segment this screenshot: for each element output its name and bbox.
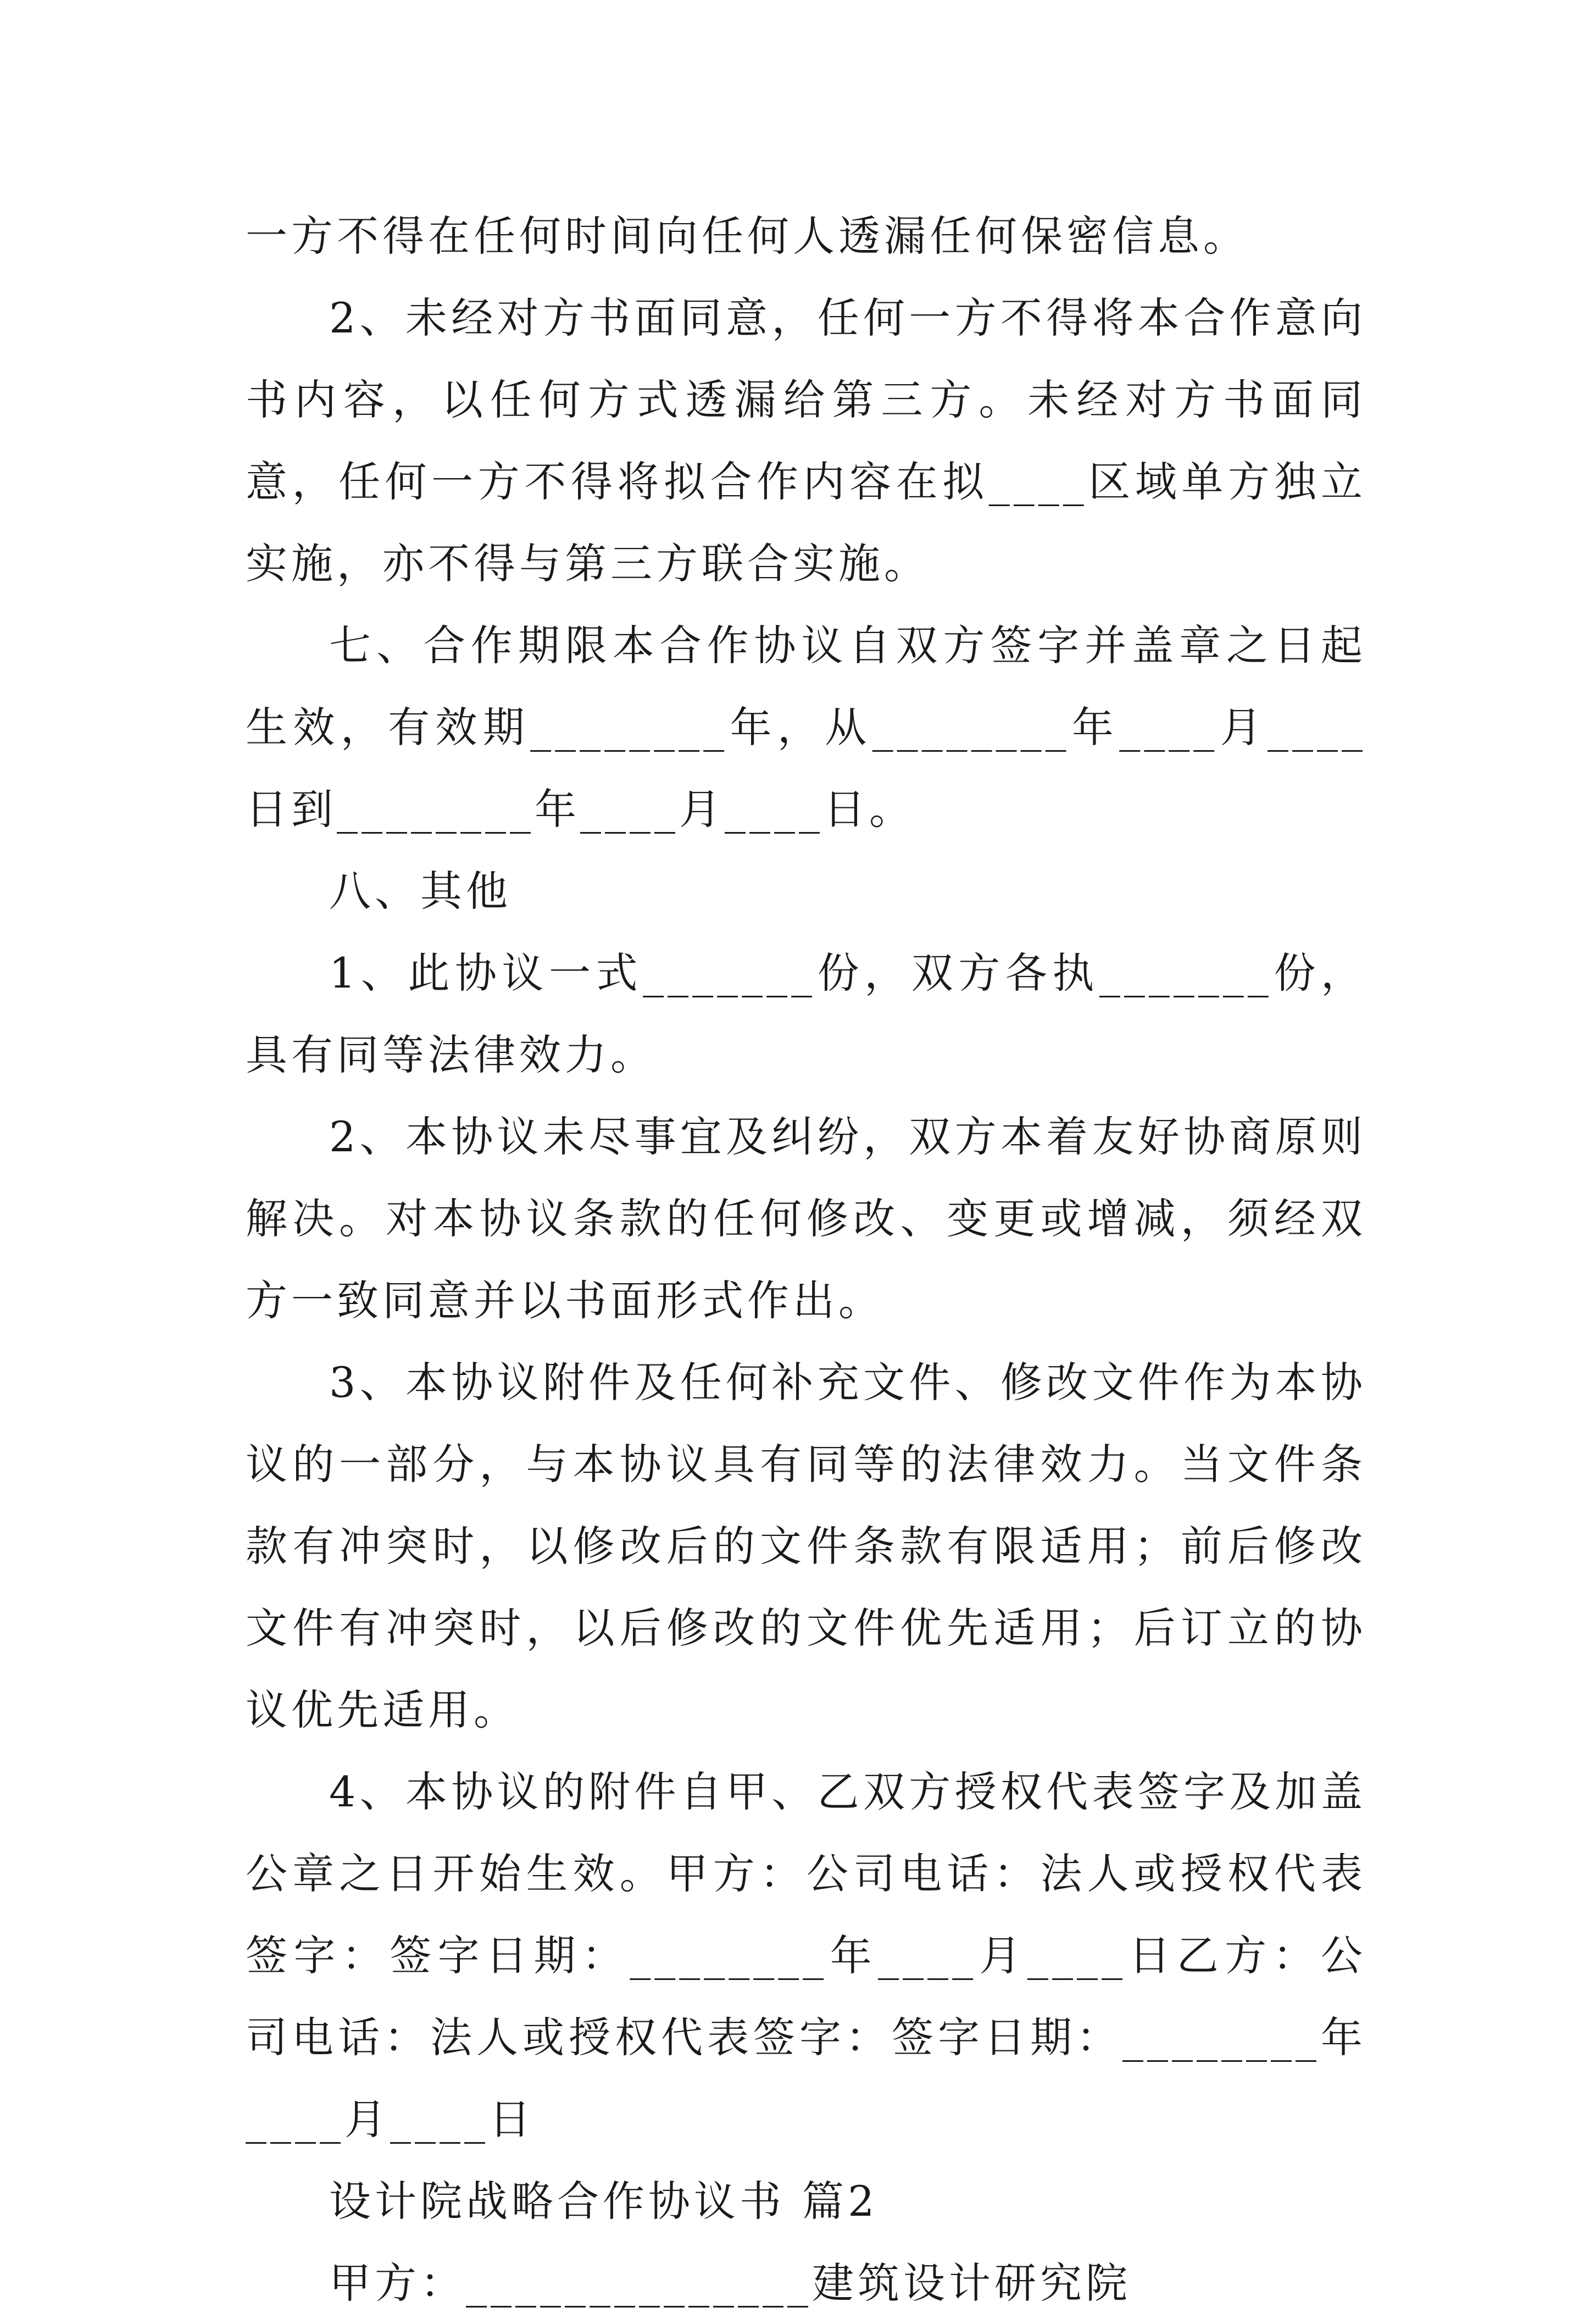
paragraph-cooperation-term: 七、合作期限本合作协议自双方签字并盖章之日起生效，有效期________年，从________年____月____日到________年____月____日。 [246, 621, 1366, 834]
paragraph-other-2-disputes: 2、本协议未尽事宜及纠纷，双方本着友好协商原则解决。对本协议条款的任何修改、变更或增减，须经双方一致同意并以书面形式作出。 [246, 1112, 1366, 1325]
paragraph-other-3-attachments: 3、本协议附件及任何补充文件、修改文件作为本协议的一部分，与本协议具有同等的法律效力。当文件条款有冲突时，以修改后的文件条款有限适用；前后修改文件有冲突时，以后修改的文件优先适用；后订立的协议优先适用。 [246, 1358, 1366, 1734]
document-section-title: 设计院战略合作协议书 篇2 [329, 2177, 879, 2226]
paragraph-other-4-signatures: 4、本协议的附件自甲、乙双方授权代表签字及加盖公章之日开始生效。甲方：公司电话：法人或授权代表签字：签字日期：________年____月____日乙方：公司电话：法人或授权代表签字：签字日期：________年____月____日 [246, 1767, 1366, 2144]
section-heading-other: 八、其他 [329, 867, 512, 916]
document-body [246, 195, 1366, 2324]
party-a-line: 甲方：______________建筑设计研究院 [329, 2259, 1131, 2308]
paragraph-confidentiality-continued: 一方不得在任何时间向任何人透漏任何保密信息。 [246, 212, 1249, 260]
paragraph-other-1-copies: 1、此协议一式_______份，双方各执_______份，具有同等法律效力。 [246, 949, 1366, 1079]
paragraph-clause-2-disclosure: 2、未经对方书面同意，任何一方不得将本合作意向书内容，以任何方式透漏给第三方。未经对方书面同意，任何一方不得将拟合作内容在拟____区域单方独立实施，亦不得与第三方联合实施。 [246, 293, 1366, 588]
